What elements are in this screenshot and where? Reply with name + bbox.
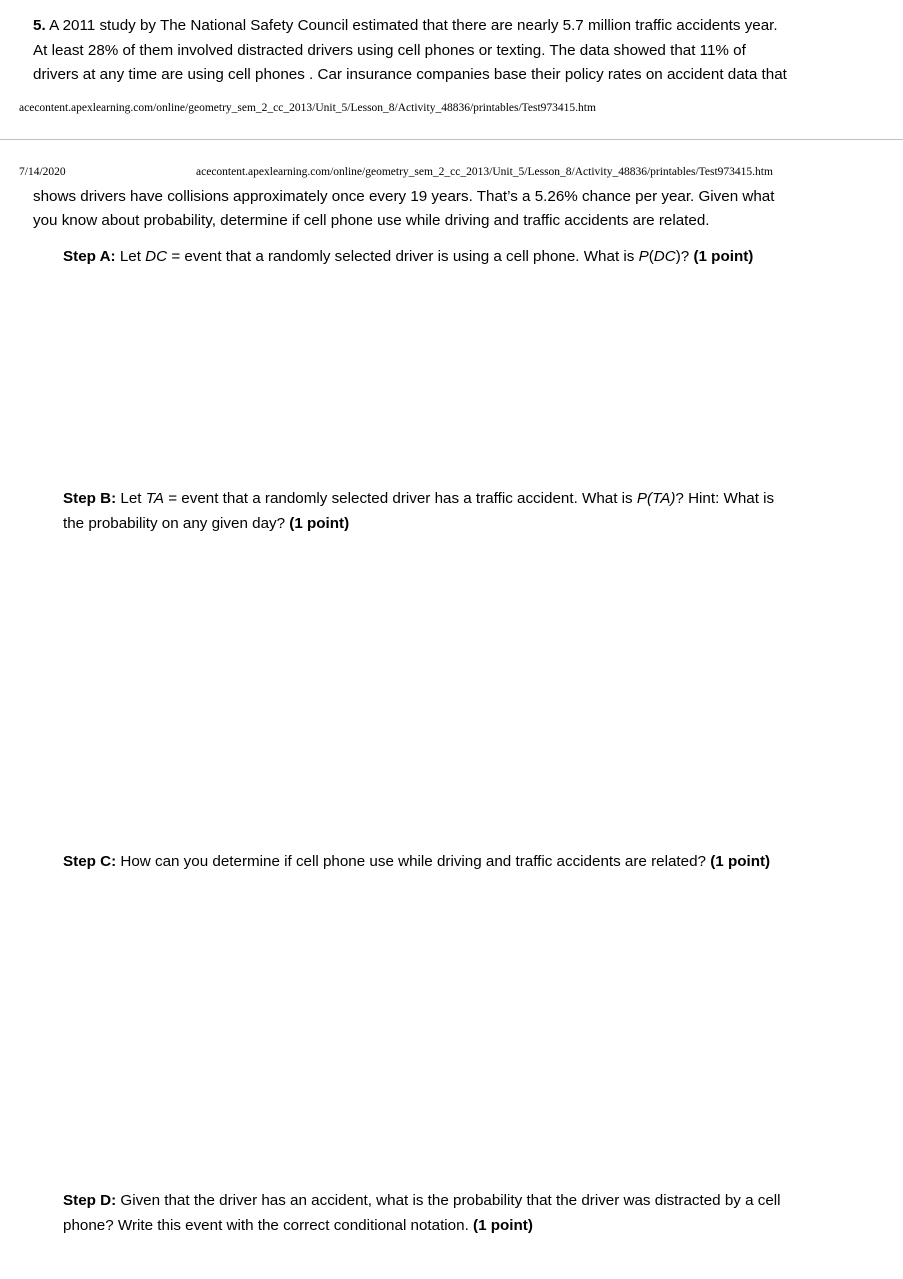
step-a-label: Step A: [63, 248, 116, 265]
question-number: 5. [33, 17, 46, 34]
step-a-text-3: ? [680, 248, 694, 265]
step-b-line-2 [63, 512, 349, 536]
step-b-text-2: = event that a randomly selected driver has a traffic accident. What is [164, 490, 637, 507]
step-b-prob: P(TA) [636, 490, 676, 507]
step-c-points: (1 point) [710, 853, 771, 870]
step-a-prob-variable: DC [653, 248, 676, 265]
step-d-label: Step D: [63, 1192, 117, 1209]
intro-line-2: At least 28% of them involved distracted drivers using cell phones or texting. The data showed that 11% of [33, 42, 746, 59]
step-b-variable: TA [145, 490, 164, 507]
step-a-text-2: = event that a randomly selected driver is using a cell phone. What is [167, 248, 639, 265]
step-b-line-1 [63, 487, 774, 511]
step-b-text-4: the probability on any given day? [63, 515, 290, 532]
step-a-variable: DC [145, 248, 168, 265]
intro-line-3: drivers at any time are using cell phones . Car insurance companies base their policy rates on accident data that [33, 66, 787, 83]
step-a-paren-close: ) [675, 248, 681, 265]
step-b-text-1: Let [116, 490, 146, 507]
step-a-paren-open: ( [648, 248, 654, 265]
step-c-text: How can you determine if cell phone use while driving and traffic accidents are related? [116, 853, 711, 870]
continued-line-1: shows drivers have collisions approximately once every 19 years. That’s a 5.26% chance per year. Given what [33, 188, 775, 205]
step-a [63, 245, 753, 269]
intro-line-1 [33, 14, 778, 38]
step-b-points: (1 point) [289, 515, 350, 532]
step-d-text-2: phone? Write this event with the correct conditional notation. [63, 1217, 474, 1234]
step-b-label: Step B: [63, 490, 117, 507]
step-d-line-1 [63, 1189, 781, 1213]
step-a-points: (1 point) [693, 248, 754, 265]
step-d-text-1: Given that the driver has an accident, what is the probability that the driver was distracted by a cell [116, 1192, 781, 1209]
page2-header-url: acecontent.apexlearning.com/online/geometry_sem_2_cc_2013/Unit_5/Lesson_8/Activity_48836/printables/Test973415.htm [196, 166, 773, 178]
step-c-label: Step C: [63, 853, 117, 870]
step-a-prob-symbol: P [638, 248, 649, 265]
step-b-text-3: ? Hint: What is [675, 490, 775, 507]
step-c [63, 850, 770, 874]
page1-footer-url: acecontent.apexlearning.com/online/geometry_sem_2_cc_2013/Unit_5/Lesson_8/Activity_48836/printables/Test973415.htm [19, 102, 596, 114]
step-d-line-2 [63, 1214, 533, 1238]
step-a-text-1: Let [115, 248, 146, 265]
page-break-divider [0, 139, 903, 140]
page2-header-date: 7/14/2020 [19, 166, 66, 178]
step-d-points: (1 point) [473, 1217, 533, 1234]
intro-text-1: A 2011 study by The National Safety Council estimated that there are nearly 5.7 million traffic accidents year. [49, 17, 778, 34]
continued-line-2: you know about probability, determine if cell phone use while driving and traffic accidents are related. [33, 212, 710, 229]
